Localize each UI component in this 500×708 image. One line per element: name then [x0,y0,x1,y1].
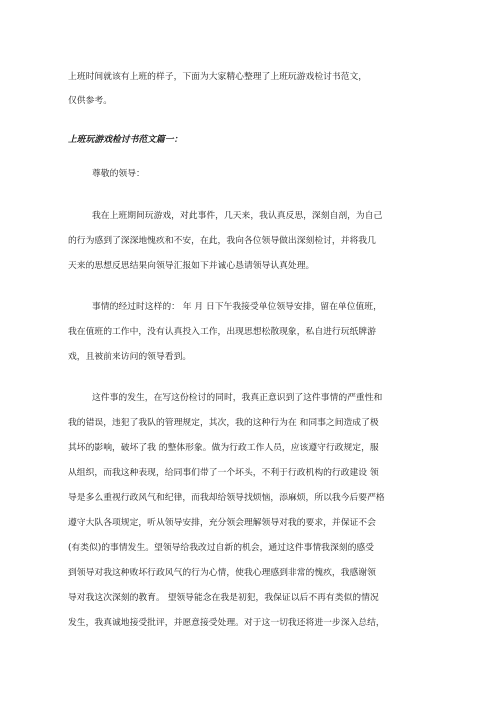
paragraph3-line-9: 导对我这次深刻的教育。 望领导能念在我是初犯，我保证以后不再有类似的情况 [68,593,379,603]
paragraph1-line-1: 我在上班期间玩游戏，对此事件，几天来，我认真反思，深刻自剖，为自己 [92,211,383,221]
paragraph3-line-8: 到领导对我这种败坏行政风气的行为心情，使我心理感到非常的愧疚，我感谢领 [68,568,376,578]
paragraph2-line-2: 我在值班的工作中，没有认真投入工作，出现思想松散现象，私自进行玩纸牌游 [68,327,376,337]
paragraph1-line-3: 天来的思想反思结果向领导汇报如下并诚心恳请领导认真处理。 [68,261,315,271]
intro-line-1: 上班时间就该有上班的样子，下面为大家精心整理了上班玩游戏检讨书范文， [68,72,368,82]
paragraph2-line-1: 事情的经过时这样的： 年 月 日下午我接受单位领导安排，留在单位值班， [92,302,382,312]
paragraph3-line-3: 其坏的影响，破坏了我 的整体形象。做为行政工作人员，应该遵守行政规定，服 [68,443,379,453]
paragraph3-line-5: 导是多么重视行政风气和纪律，而我却给领导找烦恼，添麻烦，所以我今后要严格 [68,493,385,503]
paragraph2-line-3: 戏，且被前来访问的领导看到。 [68,352,192,362]
paragraph3-line-6: 遵守大队各项规定，听从领导安排，充分领会理解领导对我的要求，并保证不会 [68,518,376,528]
intro-line-2: 仅供参考。 [68,96,112,106]
paragraph3-line-10: 发生，我真诚地接受批评，并愿意接受处理。对于这一切我还将进一步深入总结， [68,618,385,628]
paragraph1-line-2: 的行为感到了深深地愧疚和不安，在此，我向各位领导做出深刻检讨，并将我几 [68,236,376,246]
salutation: 尊敬的领导： [92,169,145,179]
paragraph3-line-1: 这件事的发生，在写这份检讨的同时，我真正意识到了这件事情的严重性和 [92,393,383,403]
paragraph3-line-7: (有类似)的事情发生。望领导给我改过自新的机会，通过这件事情我深刻的感受 [68,543,374,553]
paragraph3-line-2: 我的错误，违犯了我队的管理规定，其次，我的这种行为在 和同事之间造成了极 [68,418,379,428]
section-heading: 上班玩游戏检讨书范文篇一： [68,135,183,145]
paragraph3-line-4: 从组织，而我这种表现，给同事们带了一个坏头，不利于行政机构的行政建设 领 [68,468,379,478]
